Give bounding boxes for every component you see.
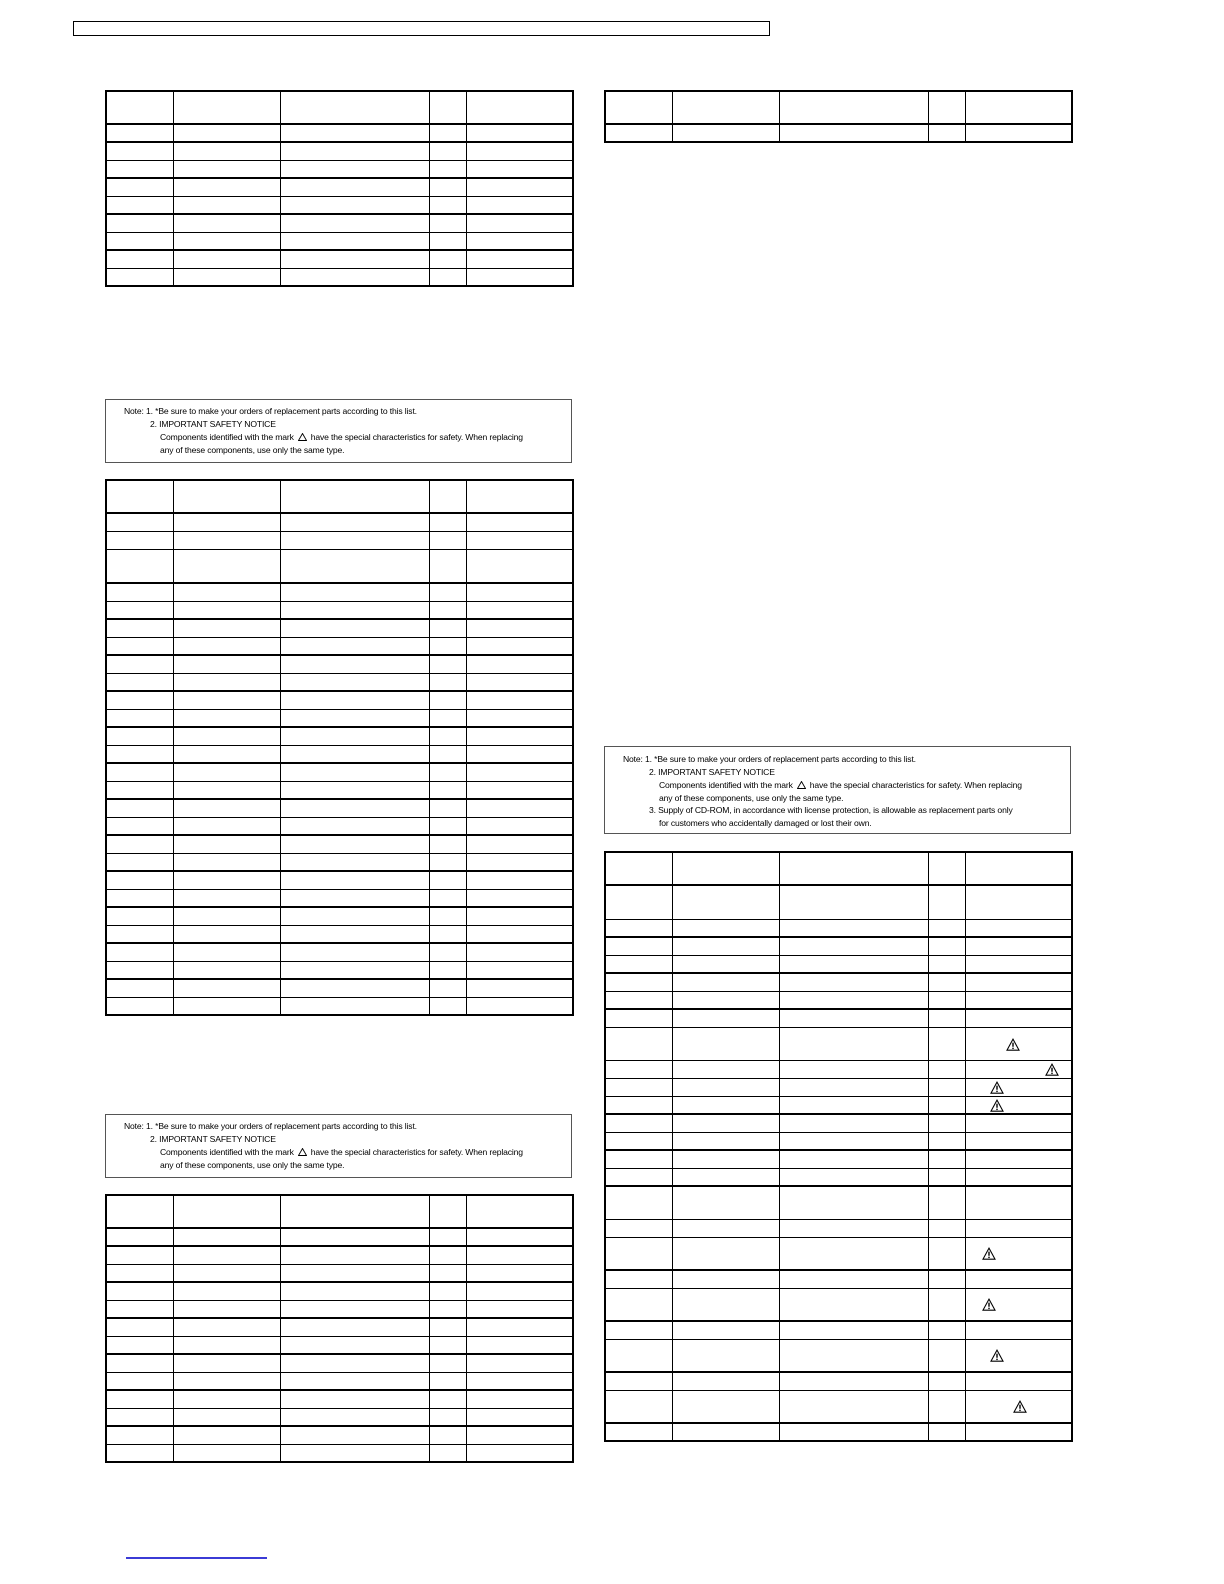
parts-table-5 [604, 851, 1073, 1442]
safety-warning-icon [298, 1148, 307, 1156]
safety-warning-icon [990, 1099, 1004, 1112]
note-line-1: Note: 1. *Be sure to make your orders of replacement parts according to this list. [124, 1121, 417, 1131]
safety-warning-icon [797, 781, 806, 789]
safety-note-2 [105, 1114, 572, 1178]
safety-note-1 [105, 399, 572, 463]
note-line-2: 2. IMPORTANT SAFETY NOTICE [150, 419, 276, 429]
parts-table-3 [105, 1194, 574, 1463]
safety-warning-icon [1006, 1038, 1020, 1051]
note-line-2: 2. IMPORTANT SAFETY NOTICE [649, 767, 775, 777]
note-line-3a: Components identified with the mark [659, 780, 793, 790]
safety-note-3 [604, 746, 1071, 834]
note-line-4: any of these components, use only the same type. [160, 445, 345, 455]
parts-table-2 [105, 479, 574, 1016]
parts-table-1 [105, 90, 574, 287]
note-line-1: Note: 1. *Be sure to make your orders of replacement parts according to this list. [623, 754, 916, 764]
note-line-2: 2. IMPORTANT SAFETY NOTICE [150, 1134, 276, 1144]
safety-warning-icon [298, 433, 307, 441]
footer-link[interactable] [126, 1557, 267, 1559]
note-line-3b: have the special characteristics for safety. When replacing [809, 780, 1022, 790]
safety-warning-icon [990, 1081, 1004, 1094]
note-line-6: for customers who accidentally damaged or lost their own. [659, 818, 872, 828]
safety-warning-icon [1045, 1063, 1059, 1076]
note-line-3a: Components identified with the mark [160, 1147, 294, 1157]
note-line-4: any of these components, use only the same type. [160, 1160, 345, 1170]
page-header-bar [73, 21, 770, 36]
note-line-3b: have the special characteristics for safety. When replacing [310, 1147, 523, 1157]
safety-warning-icon [982, 1247, 996, 1260]
note-line-5: 3. Supply of CD-ROM, in accordance with license protection, is allowable as replacement parts only [649, 805, 1013, 815]
note-line-3a: Components identified with the mark [160, 432, 294, 442]
safety-warning-icon [1013, 1400, 1027, 1413]
note-line-4: any of these components, use only the same type. [659, 793, 844, 803]
safety-warning-icon [982, 1298, 996, 1311]
note-line-1: Note: 1. *Be sure to make your orders of replacement parts according to this list. [124, 406, 417, 416]
safety-warning-icon [990, 1349, 1004, 1362]
parts-table-4 [604, 90, 1073, 143]
note-line-3b: have the special characteristics for safety. When replacing [310, 432, 523, 442]
